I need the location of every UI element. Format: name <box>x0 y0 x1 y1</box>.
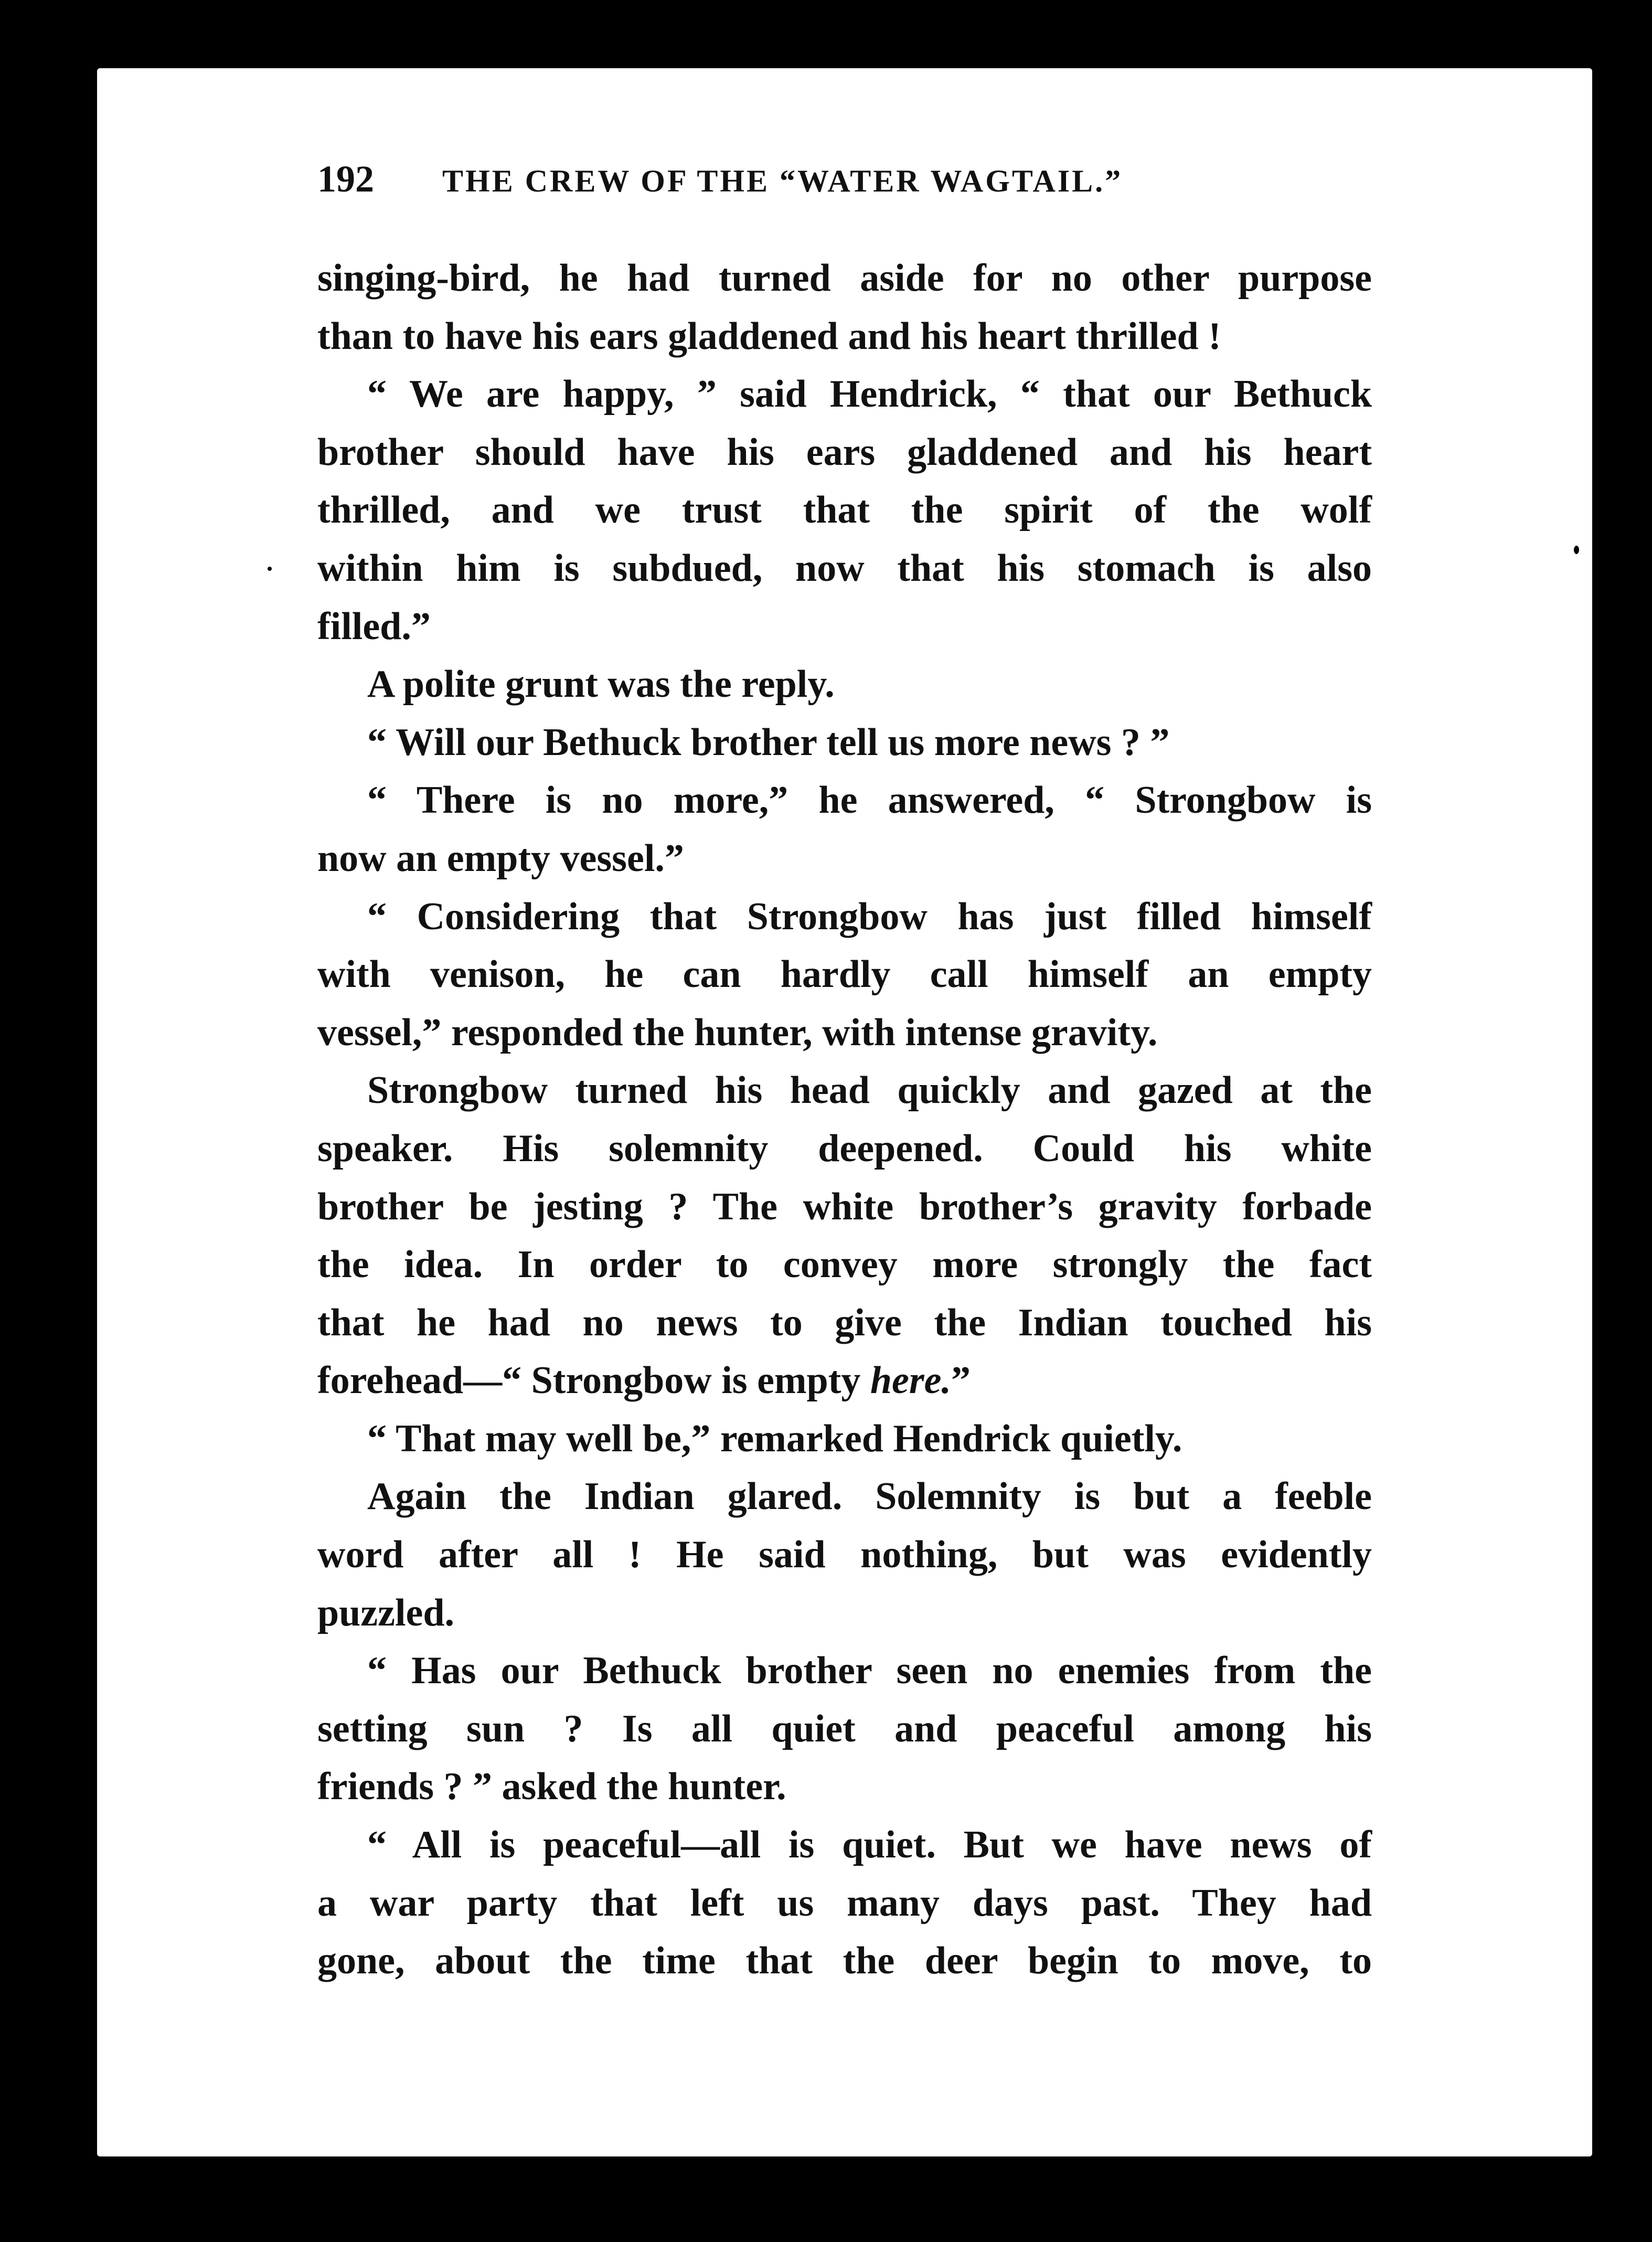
text-line: that he had no news to give the Indian touched his <box>317 1301 1372 1344</box>
text-line: A polite grunt was the reply. <box>367 663 835 706</box>
text-line: a war party that left us many days past. They had <box>317 1881 1372 1925</box>
scan-speck <box>1574 546 1579 554</box>
text-line: singing-bird, he had turned aside for no other purpose <box>317 257 1372 300</box>
text-line: within him is subdued, now that his stomach is also <box>317 546 1372 590</box>
text-line: setting sun ? Is all quiet and peaceful among his <box>317 1707 1372 1750</box>
text-line: with venison, he can hardly call himself an empty <box>317 953 1372 996</box>
text-line: Again the Indian glared. Solemnity is but a feeble <box>367 1475 1372 1518</box>
scan-speck <box>1613 866 1621 873</box>
text-line: than to have his ears gladdened and his heart thrilled ! <box>317 314 1221 358</box>
text-line: friends ? ” asked the hunter. <box>317 1765 786 1809</box>
text-line: brother be jesting ? The white brother’s gravity forbade <box>317 1185 1372 1228</box>
text-line: “ Will our Bethuck brother tell us more news ? ” <box>367 720 1170 764</box>
text-line: gone, about the time that the deer begin to move, to <box>317 1939 1372 1983</box>
text-line: forehead—“ Strongbow is empty here.” <box>317 1359 971 1402</box>
running-head <box>317 157 1262 215</box>
text-line: “ All is peaceful—all is quiet. But we have news of <box>367 1823 1372 1867</box>
text-line: the idea. In order to convey more strongly the fact <box>317 1243 1372 1287</box>
text-line: word after all ! He said nothing, but was evidently <box>317 1533 1372 1577</box>
text-line: “ There is no more,” he answered, “ Strongbow is <box>367 779 1372 822</box>
text-line: “ Considering that Strongbow has just filled himself <box>367 895 1372 938</box>
text-line: “ That may well be,” remarked Hendrick quietly. <box>367 1417 1182 1460</box>
text-line: “ Has our Bethuck brother seen no enemies from the <box>367 1649 1372 1693</box>
text-line: brother should have his ears gladdened and his heart <box>317 430 1372 474</box>
text-line: speaker. His solemnity deepened. Could his white <box>317 1127 1372 1170</box>
running-title: THE CREW OF THE “WATER WAGTAIL.” <box>442 164 1123 198</box>
text-line: puzzled. <box>317 1591 455 1634</box>
text-line: “ We are happy, ” said Hendrick, “ that our Bethuck <box>367 373 1372 416</box>
text-line: Strongbow turned his head quickly and gazed at the <box>367 1069 1372 1112</box>
scan-speck <box>268 567 272 571</box>
body-text <box>317 249 1372 1990</box>
text-line: vessel,” responded the hunter, with intense gravity. <box>317 1011 1158 1054</box>
text-line: filled.” <box>317 604 431 648</box>
text-line: thrilled, and we trust that the spirit of the wolf <box>317 488 1372 532</box>
page-number: 192 <box>317 158 374 200</box>
text-line: now an empty vessel.” <box>317 836 684 880</box>
